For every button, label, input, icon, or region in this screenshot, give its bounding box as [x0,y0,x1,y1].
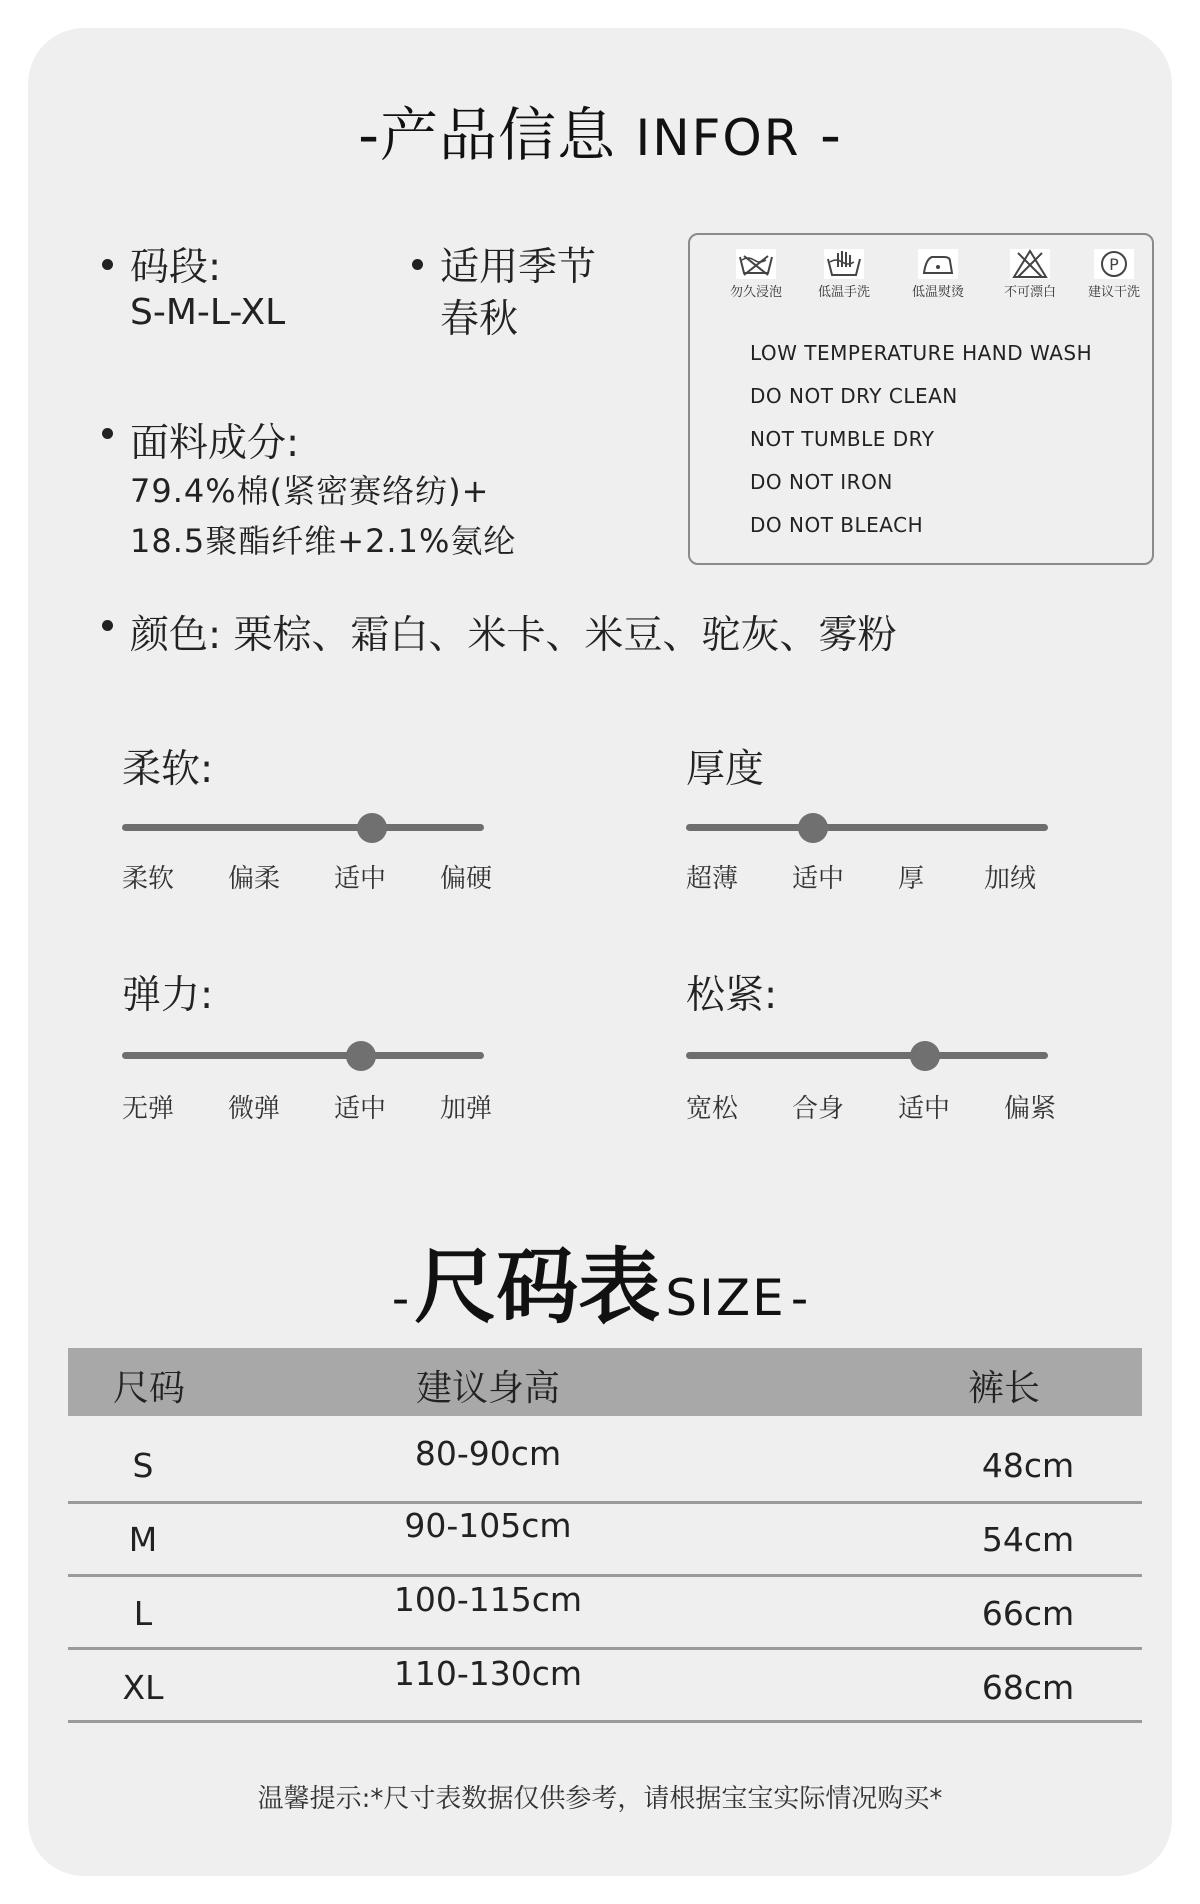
cell-height: 90-105cm [404,1506,572,1545]
slider-tightness [686,964,1106,1134]
slider-label: 合身 [792,1094,845,1124]
title-dash-left: - [391,1271,410,1327]
slider-track [686,824,1048,831]
season-value: 春秋 [440,297,519,342]
low-iron-icon [916,247,960,281]
care-item-1 [804,247,884,300]
bullet-color [102,620,113,631]
title-dash-right: - [790,1271,809,1327]
title-cn: 尺码表 [414,1240,661,1335]
slider-title: 厚度 [686,747,765,792]
title-en: INFOR [635,109,801,167]
slider-label: 偏紧 [1004,1094,1057,1124]
size-value: S-M-L-XL [130,292,286,333]
care-item-0 [716,247,796,300]
info-title [0,88,1200,172]
color-value: 栗棕、霜白、米卡、米豆、驼灰、雾粉 [233,613,897,658]
cell-size: XL [122,1668,164,1707]
slider-knob [798,813,828,843]
care-line-0: LOW TEMPERATURE HAND WASH [750,341,1093,365]
slider-track [122,824,484,831]
slider-knob [357,813,387,843]
no-soak-icon [734,247,778,281]
care-item-2 [898,247,978,300]
slider-title: 弹力: [122,973,214,1018]
slider-softness [122,738,542,908]
slider-title: 柔软: [122,747,214,792]
slider-track [686,1052,1048,1059]
care-line-4: DO NOT BLEACH [750,513,924,537]
slider-label: 加绒 [984,864,1037,894]
bullet-season [412,259,423,270]
cell-size: L [133,1594,153,1633]
slider-knob [346,1041,376,1071]
title-en: SIZE [665,1269,786,1327]
cell-height: 80-90cm [414,1434,562,1473]
svg-text:P: P [1109,255,1119,274]
cell-length: 54cm [981,1520,1075,1559]
table-row [68,1494,1142,1566]
care-box [688,233,1154,565]
slider-thickness [686,738,1106,908]
slider-label: 微弹 [228,1094,281,1124]
care-caption-0: 勿久浸泡 [729,285,782,300]
row-divider [68,1720,1142,1723]
slider-elasticity [122,964,542,1134]
slider-label: 适中 [792,864,845,894]
cell-length: 48cm [981,1446,1075,1485]
slider-label: 偏硬 [440,864,493,894]
hand-wash-icon [822,247,866,281]
slider-label: 超薄 [686,864,739,894]
bullet-size [102,259,113,270]
care-item-3 [990,247,1070,300]
cell-length: 68cm [981,1668,1075,1707]
slider-label: 厚 [898,864,925,894]
slider-label: 无弹 [122,1094,175,1124]
slider-track [122,1052,484,1059]
care-caption-3: 不可漂白 [1003,285,1056,300]
table-row [68,1566,1142,1638]
cell-size: M [128,1520,158,1559]
slider-label: 适中 [334,1094,387,1124]
fabric-line-2: 18.5聚酯纤维+2.1%氨纶 [130,522,517,560]
season-label: 适用季节 [440,245,597,290]
title-dash-left: - [358,101,381,169]
cell-height: 110-130cm [393,1654,583,1693]
th-size: 尺码 [113,1368,186,1409]
care-caption-2: 低温熨烫 [911,285,964,300]
color-label: 颜色: [130,613,222,658]
th-height: 建议身高 [415,1368,560,1409]
fabric-label: 面料成分: [130,421,300,466]
no-bleach-icon [1008,247,1052,281]
tip-note: 温馨提示:*尺寸表数据仅供参考，请根据宝宝实际情况购买* [257,1784,943,1814]
title-cn: 产品信息 [380,101,617,169]
care-line-3: DO NOT IRON [750,470,893,494]
table-row [68,1640,1142,1712]
table-header [68,1348,1142,1416]
color-row [130,604,897,660]
bullet-fabric [102,428,113,439]
table-row [68,1420,1142,1492]
care-item-4 [1074,247,1154,300]
fabric-line-1: 79.4%棉(紧密赛络纺)+ [130,472,490,510]
slider-label: 加弹 [440,1094,493,1124]
cell-length: 66cm [981,1594,1075,1633]
cell-height: 100-115cm [393,1580,583,1619]
slider-label: 偏柔 [228,864,281,894]
slider-label: 宽松 [686,1094,739,1124]
care-caption-4: 建议干洗 [1087,285,1140,300]
care-line-1: DO NOT DRY CLEAN [750,384,958,408]
slider-title: 松紧: [686,973,778,1018]
care-caption-1: 低温手洗 [817,285,870,300]
slider-label: 适中 [334,864,387,894]
size-chart-title [0,1222,1200,1339]
dry-clean-p-icon [1092,247,1136,281]
slider-knob [910,1041,940,1071]
title-dash-right: - [819,101,842,169]
slider-label: 适中 [898,1094,951,1124]
size-label: 码段: [130,245,222,290]
cell-size: S [132,1446,154,1485]
th-length: 裤长 [968,1368,1041,1409]
slider-label: 柔软 [122,864,175,894]
care-line-2: NOT TUMBLE DRY [750,427,935,451]
